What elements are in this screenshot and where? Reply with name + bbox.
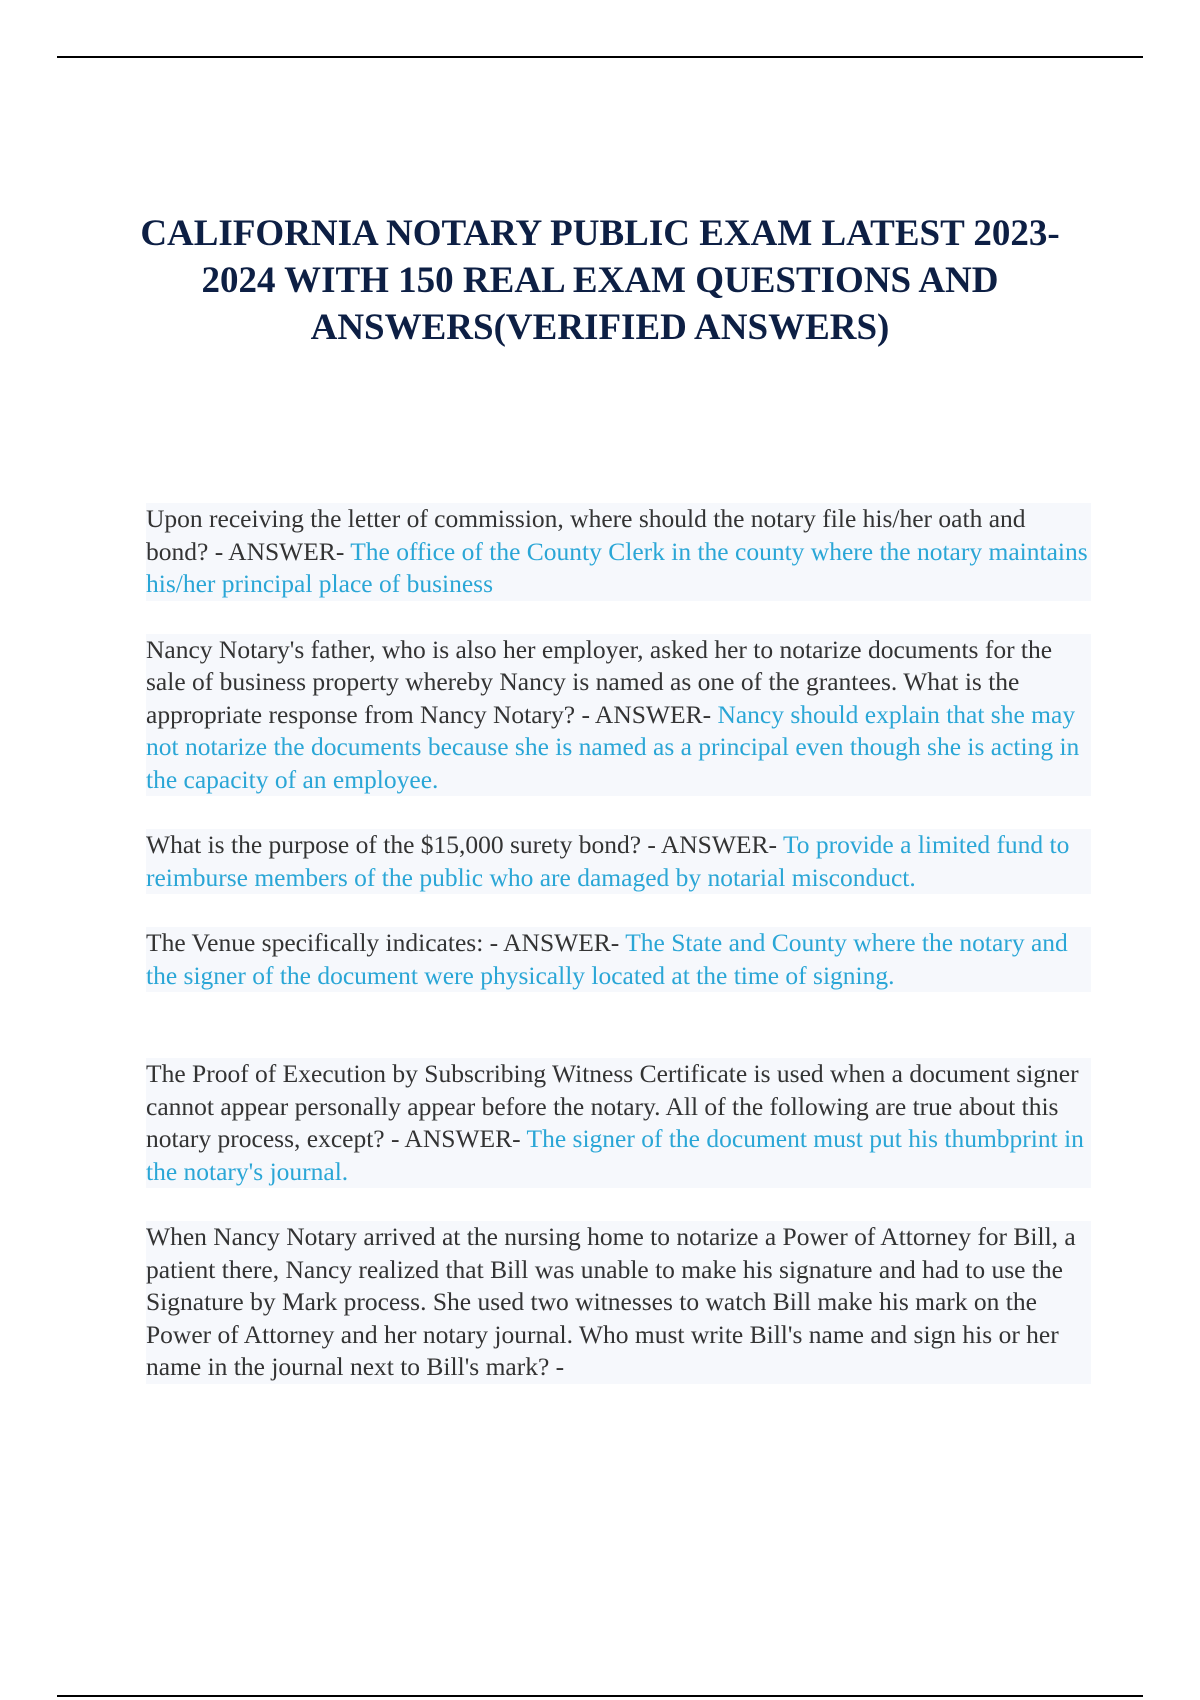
bottom-rule	[57, 1695, 1143, 1697]
document-title: CALIFORNIA NOTARY PUBLIC EXAM LATEST 2023-2024 WITH 150 REAL EXAM QUESTIONS AND ANSWERS(VERIFIED ANSWERS)	[140, 213, 1060, 348]
qa-item	[146, 829, 1091, 894]
answer-text: The office of the County Clerk in the county where the notary maintains his/her principal place of business	[146, 536, 1088, 598]
question-text: Upon receiving the letter of commission, where should the notary file his/her oath and bond? - ANSWER-	[146, 504, 1026, 566]
qa-item	[146, 634, 1091, 797]
qa-list	[146, 503, 1091, 1384]
answer-text: To provide a limited fund to reimburse members of the public who are damaged by notarial misconduct.	[146, 830, 1070, 892]
question-text: Nancy Notary's father, who is also her employer, asked her to notarize documents for the sale of business property whereby Nancy is named as one of the grantees. What is the appropriate response from Nancy Notary? - ANSWER-	[146, 634, 1053, 729]
answer-text: Nancy should explain that she may not notarize the documents because she is named as a principal even though she is acting in the capacity of an employee.	[146, 699, 1080, 794]
qa-item	[146, 503, 1091, 601]
answer-text: The State and County where the notary and the signer of the document were physically located at the time of signing.	[146, 928, 1068, 990]
qa-item	[146, 1221, 1091, 1384]
question-text: The Venue specifically indicates: - ANSWER-	[146, 928, 626, 957]
question-text: What is the purpose of the $15,000 surety bond? - ANSWER-	[146, 830, 783, 859]
question-text: When Nancy Notary arrived at the nursing home to notarize a Power of Attorney for Bill, a patient there, Nancy realized that Bill was unable to make his signature and had to use the Signature by Mark process. She used two witnesses to watch Bill make his mark on the Power of Attorney and her notary journal. Who must write Bill's name and sign his or her name in the journal next to Bill's mark? -	[146, 1222, 1076, 1381]
question-text: The Proof of Execution by Subscribing Witness Certificate is used when a document signer cannot appear personally appear before the notary. All of the following are true about this notary process, except? - ANSWER-	[146, 1059, 1079, 1153]
answer-text: The signer of the document must put his thumbprint in the notary's journal.	[146, 1124, 1084, 1186]
qa-item	[146, 927, 1091, 992]
top-rule	[57, 56, 1143, 58]
qa-item	[146, 1058, 1091, 1188]
